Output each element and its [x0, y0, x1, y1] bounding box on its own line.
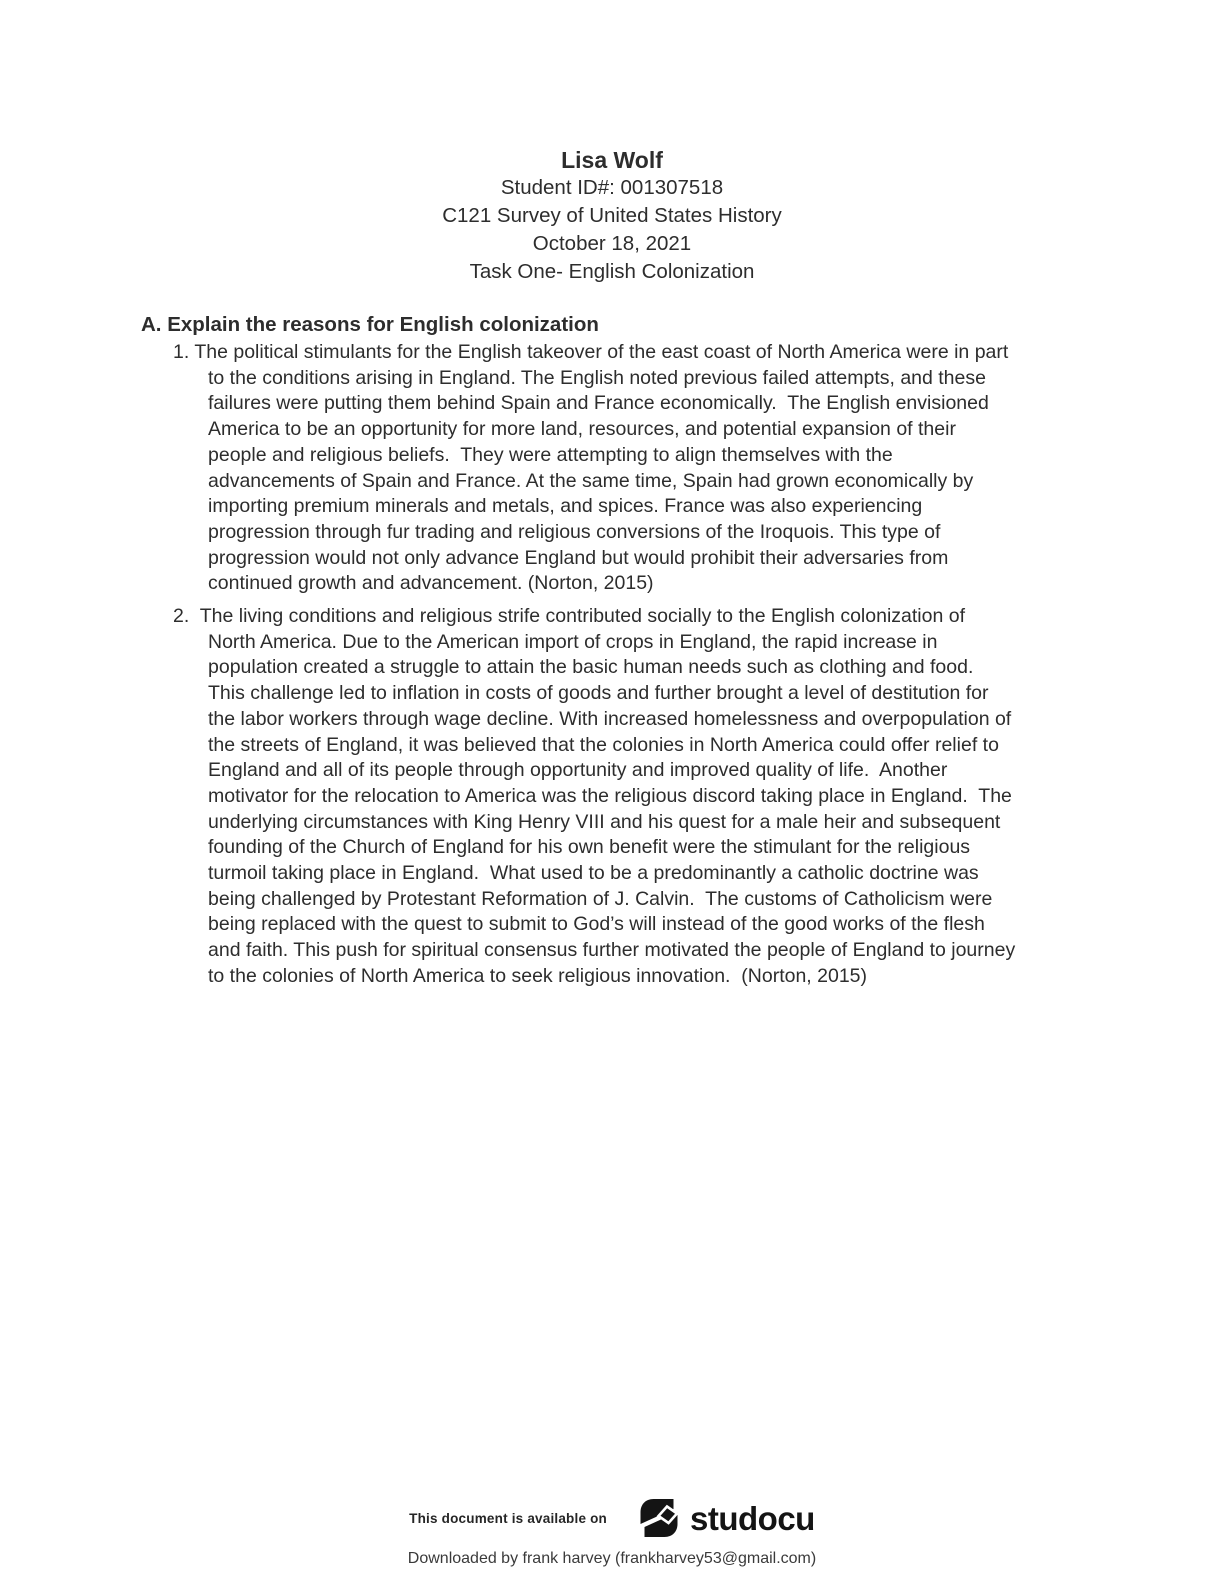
header-lines: [0, 174, 1224, 286]
text-line: turmoil taking place in England. What used to be a predominantly a catholic doctrine was: [208, 862, 979, 885]
text-line: the streets of England, it was believed that the colonies in North America could offer relief to: [208, 733, 999, 756]
text-line: This challenge led to inflation in costs of goods and further brought a level of destitution for: [208, 682, 989, 705]
header-line: Student ID#: 001307518: [500, 176, 724, 199]
studocu-banner: [0, 1494, 1224, 1542]
text-line: progression would not only advance England but would prohibit their adversaries from: [208, 546, 949, 569]
text-line: failures were putting them behind Spain and France economically. The English envisioned: [208, 392, 989, 415]
text-line: to the conditions arising in England. The English noted previous failed attempts, and these: [208, 366, 986, 389]
list-item-1: [173, 340, 1009, 597]
text-line: people and religious beliefs. They were attempting to align themselves with the: [208, 443, 893, 466]
text-line: population created a struggle to attain the basic human needs such as clothing and food.: [208, 656, 974, 679]
document-footer: [0, 1494, 1224, 1568]
text-line: underlying circumstances with King Henry VIII and his quest for a male heir and subsequent: [208, 810, 1001, 833]
text-line: the labor workers through wage decline. With increased homelessness and overpopulation of: [208, 707, 1012, 730]
studocu-wordmark: studocu: [690, 1499, 815, 1537]
text-line: continued growth and advancement. (Norton, 2015): [208, 572, 654, 595]
text-line: being challenged by Protestant Reformation of J. Calvin. The customs of Catholicism were: [208, 887, 993, 910]
text-line: motivator for the relocation to America was the religious discord taking place in England. The: [208, 784, 1012, 807]
text-line: and faith. This push for spiritual consensus further motivated the people of England to journey: [208, 939, 1016, 962]
text-line: founding of the Church of England for his own benefit were the stimulant for the religious: [208, 836, 971, 859]
text-line: England and all of its people through opportunity and improved quality of life. Another: [208, 759, 948, 782]
text-line: 1. The political stimulants for the English takeover of the east coast of North America were in part: [173, 341, 1009, 363]
header-line: C121 Survey of United States History: [442, 204, 782, 227]
author-name: Lisa Wolf: [561, 147, 663, 173]
text-line: America to be an opportunity for more land, resources, and potential expansion of their: [208, 418, 956, 441]
document-header: [0, 146, 1224, 286]
available-on-label: This document is available on: [409, 1510, 608, 1526]
downloaded-by-line: Downloaded by frank harvey (frankharvey53@gmail.com): [407, 1550, 817, 1567]
header-line: October 18, 2021: [532, 232, 692, 255]
text-line: importing premium minerals and metals, and spices. France was also experiencing: [208, 495, 923, 518]
studocu-logo-icon: [637, 1496, 681, 1540]
text-line: being replaced with the quest to submit to God’s will instead of the good works of the flesh: [208, 913, 985, 936]
text-line: to the colonies of North America to seek religious innovation. (Norton, 2015): [208, 964, 868, 987]
text-line: advancements of Spain and France. At the same time, Spain had grown economically by: [208, 469, 974, 492]
text-line: 2. The living conditions and religious strife contributed socially to the English colonization of: [173, 605, 966, 627]
text-line: progression through fur trading and religious conversions of the Iroquois. This type of: [208, 520, 941, 543]
text-line: North America. Due to the American import of crops in England, the rapid increase in: [208, 630, 938, 653]
header-line: Task One- English Colonization: [469, 260, 755, 283]
list-item-2: [173, 604, 1016, 990]
section-heading: A. Explain the reasons for English colonization: [141, 313, 599, 336]
